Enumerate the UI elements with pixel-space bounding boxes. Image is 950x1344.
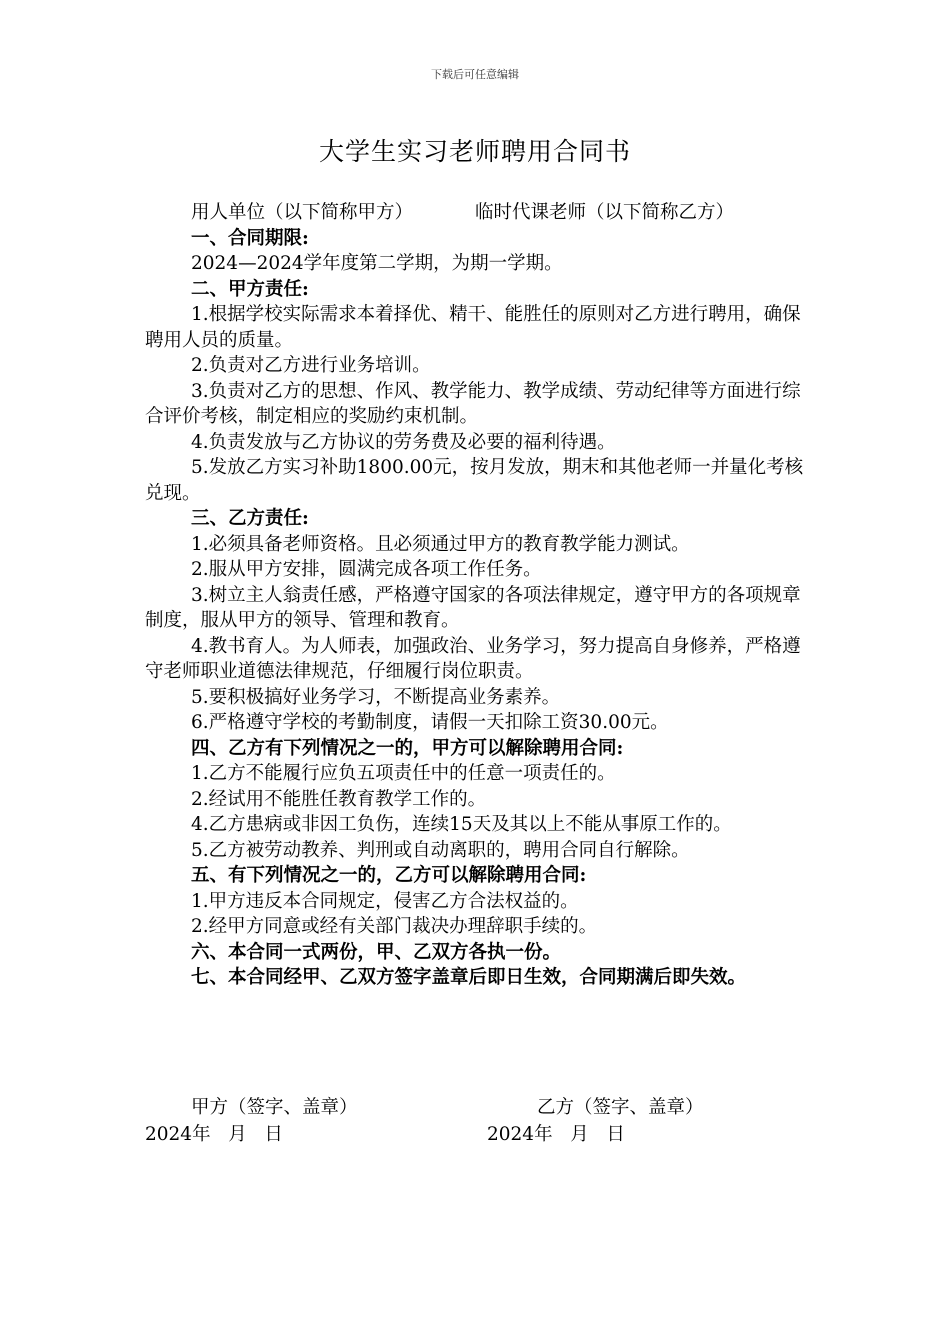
document-title: 大学生实习老师聘用合同书 (318, 137, 631, 166)
contract-body (145, 200, 807, 991)
section-item: 4.乙方患病或非因工负伤，连续15天及其以上不能从事原工作的。 (191, 814, 732, 835)
section-item: 5.发放乙方实习补助1800.00元，按月发放，期末和其他老师一并量化考核兑现。 (145, 457, 804, 504)
section-item: 2.负责对乙方进行业务培训。 (191, 355, 431, 376)
party-b-date: 2024年 月 日 (487, 1124, 625, 1145)
header-note: 下载后可任意编辑 (431, 68, 519, 81)
party-b-label: 临时代课老师（以下简称乙方） (475, 202, 735, 223)
section-heading: 二、甲方责任: (191, 278, 309, 300)
section-item: 3.树立主人翁责任感，严格遵守国家的各项法律规定，遵守甲方的各项规章制度，服从甲方的领导、管理和教育。 (145, 584, 801, 631)
party-a-date: 2024年 月 日 (145, 1124, 283, 1145)
section-item: 4.教书育人。为人师表，加强政治、业务学习，努力提高自身修养，严格遵守老师职业道德法律规范，仔细履行岗位职责。 (145, 635, 801, 682)
signature-block (145, 1094, 807, 1148)
section-item: 4.负责发放与乙方协议的劳务费及必要的福利待遇。 (191, 431, 616, 453)
section-item: 5.乙方被劳动教养、判刑或自动离职的，聘用合同自行解除。 (191, 839, 690, 861)
section-item: 5.要积极搞好业务学习，不断提高业务素养。 (191, 686, 561, 708)
section-heading: 三、乙方责任: (191, 508, 309, 529)
section-item: 6.严格遵守学校的考勤制度，请假一天扣除工资30.00元。 (191, 712, 669, 733)
section-item: 1.乙方不能履行应负五项责任中的任意一项责任的。 (191, 763, 616, 784)
section-item: 2.经试用不能胜任教育教学工作的。 (191, 788, 487, 810)
section-heading: 六、本合同一式两份，甲、乙双方各执一份。 (191, 941, 562, 963)
section-heading: 一、合同期限: (191, 227, 309, 249)
section-item: 1.甲方违反本合同规定，侵害乙方合法权益的。 (191, 890, 579, 912)
section-item: 2.服从甲方安排，圆满完成各项工作任务。 (191, 559, 542, 580)
section-item: 2024—2024学年度第二学期，为期一学期。 (191, 253, 563, 274)
party-b-signature: 乙方（签字、盖章） (537, 1097, 704, 1118)
section-item: 3.负责对乙方的思想、作风、教学能力、教学成绩、劳动纪律等方面进行综合评价考核，制定相应的奖励约束机制。 (145, 380, 801, 427)
section-heading: 五、有下列情况之一的，乙方可以解除聘用合同: (191, 865, 587, 886)
section-item: 1.根据学校实际需求本着择优、精干、能胜任的原则对乙方进行聘用，确保聘用人员的质量。 (145, 304, 801, 351)
party-a-label: 用人单位（以下简称甲方） (191, 202, 414, 223)
section-item: 2.经甲方同意或经有关部门裁决办理辞职手续的。 (191, 916, 598, 937)
section-heading: 四、乙方有下列情况之一的，甲方可以解除聘用合同: (191, 737, 624, 759)
section-item: 1.必须具备老师资格。且必须通过甲方的教育教学能力测试。 (191, 533, 690, 555)
party-a-signature: 甲方（签字、盖章） (191, 1097, 358, 1118)
section-heading: 七、本合同经甲、乙双方签字盖章后即日生效，合同期满后即失效。 (191, 967, 747, 988)
parties-line (145, 200, 807, 226)
